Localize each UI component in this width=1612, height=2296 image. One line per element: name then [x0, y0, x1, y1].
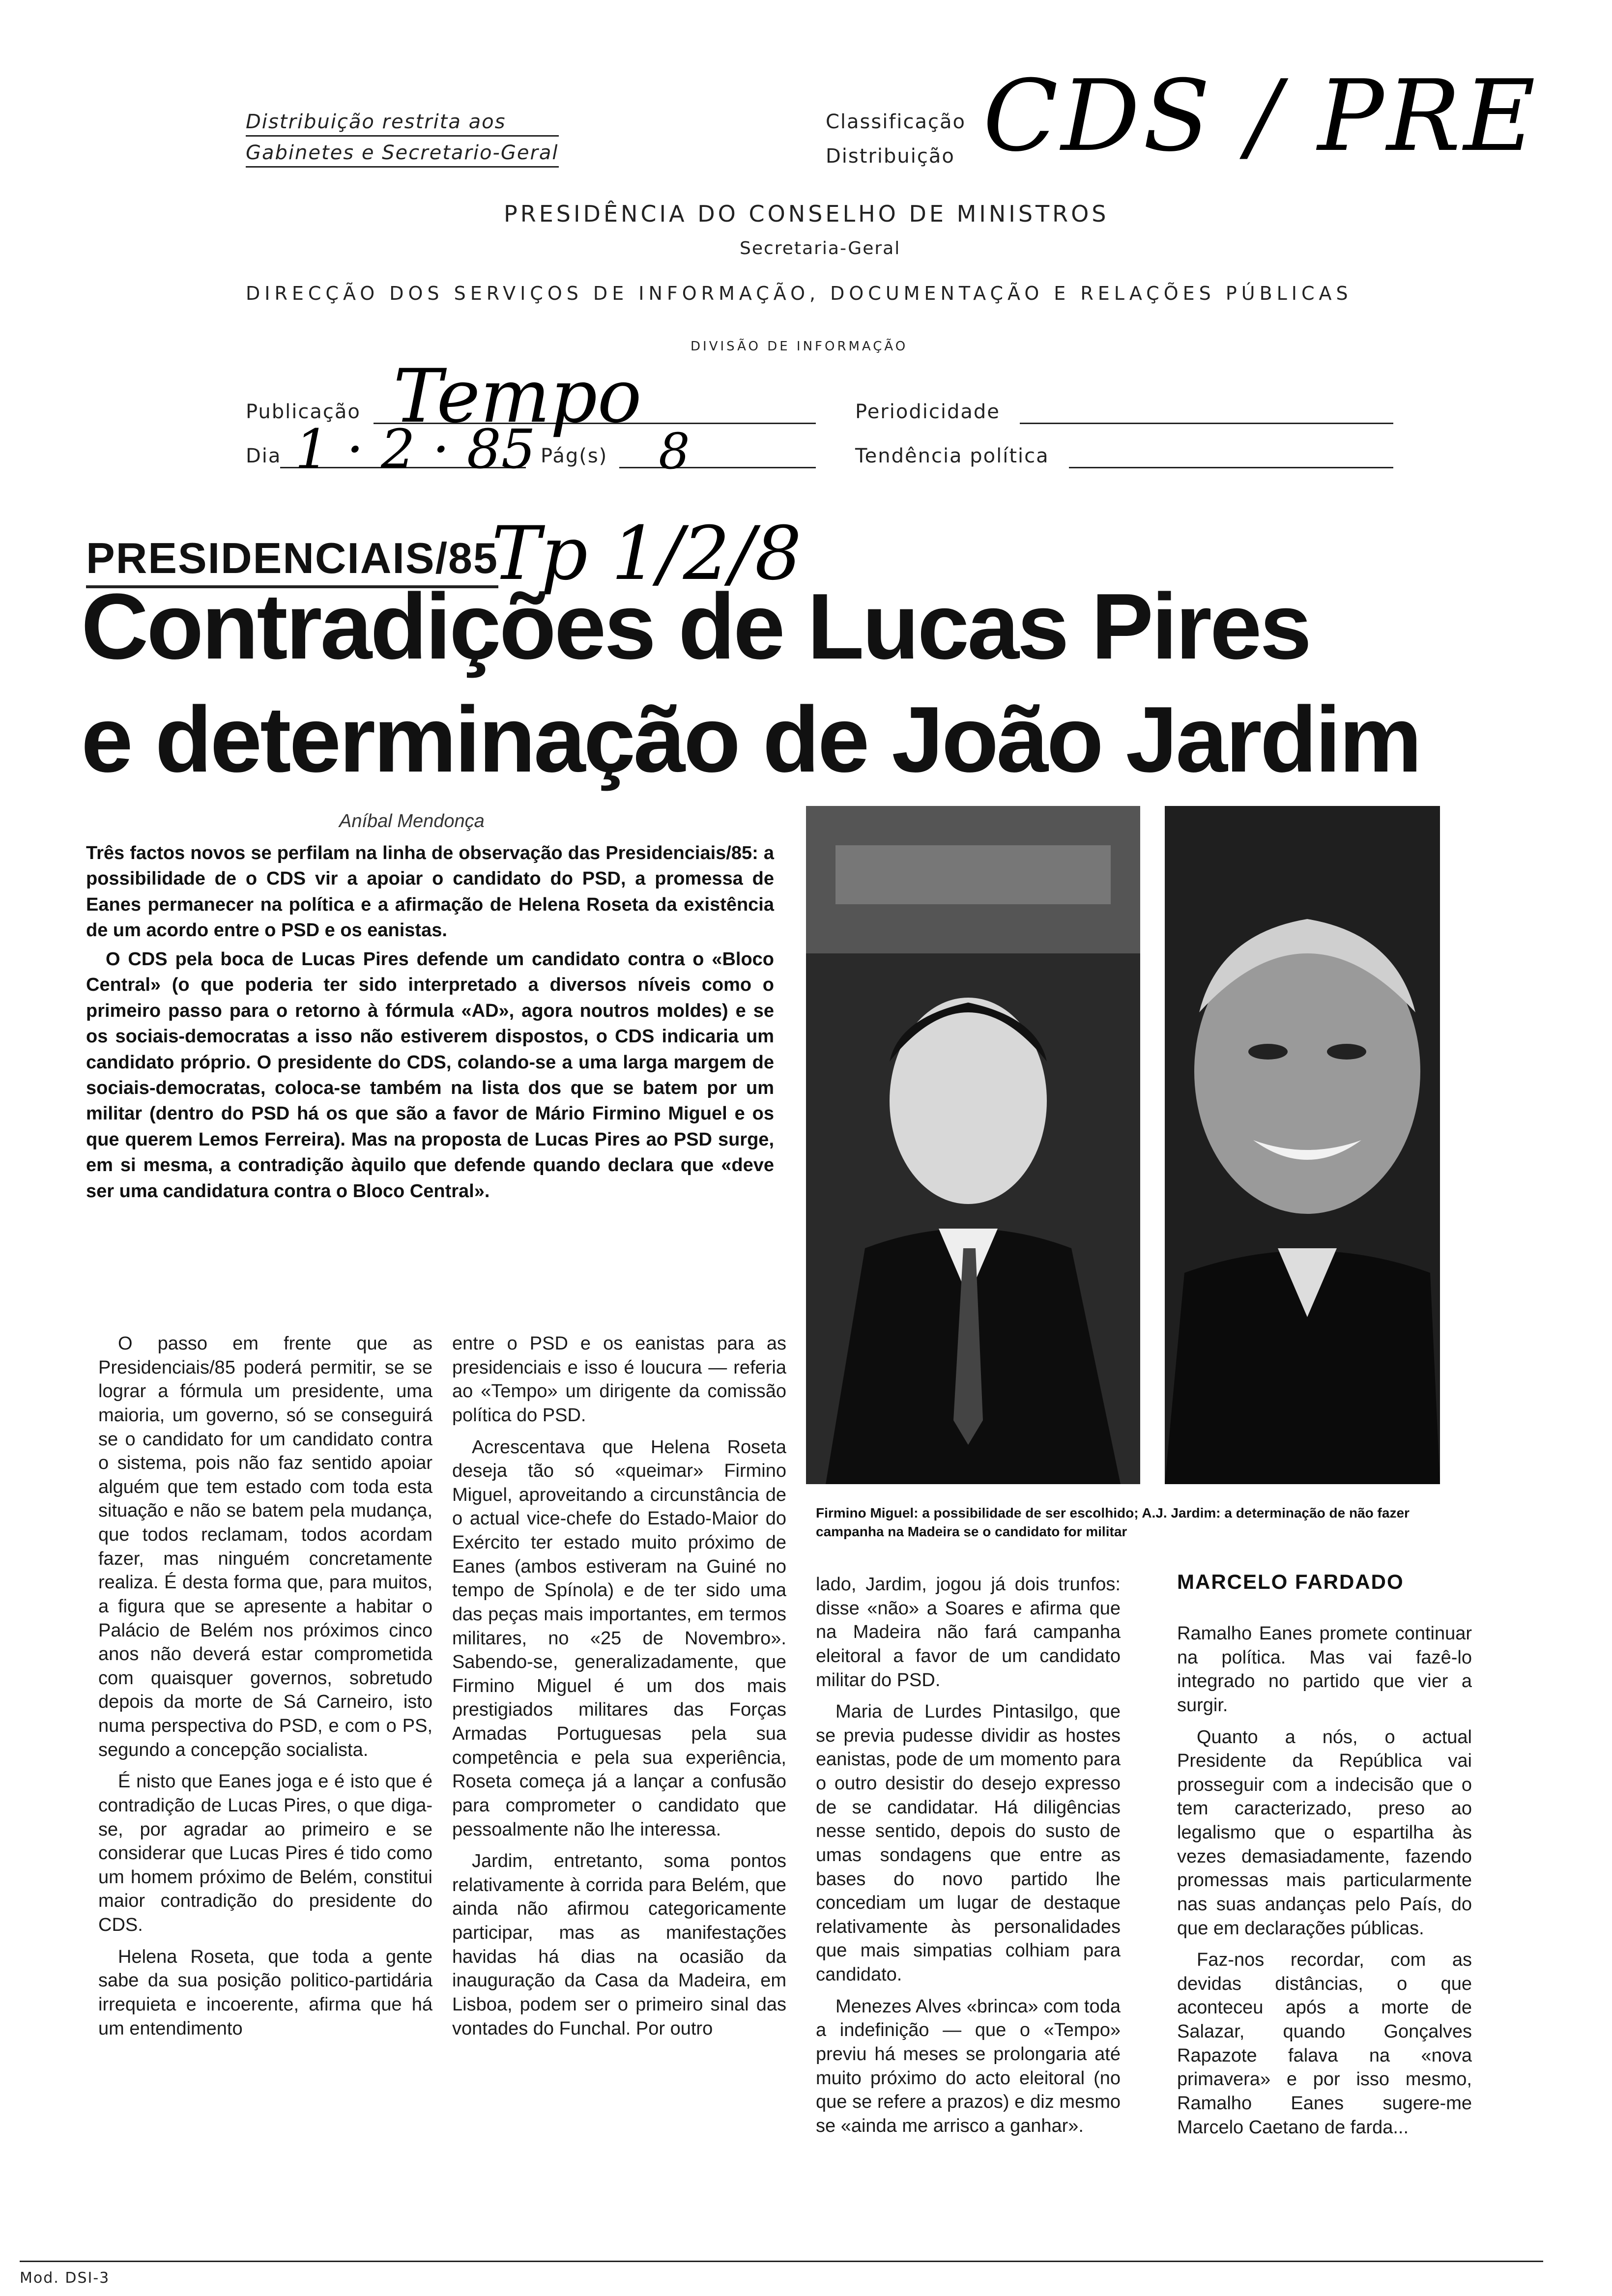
photo-firmino-miguel — [806, 806, 1140, 1484]
photo-caption: Firmino Miguel: a possibilidade de ser escolhido; A.J. Jardim: a determinação de não fazer campanha na Madeira se o candidato for militar — [816, 1505, 1410, 1539]
headline-line1: Contradições de Lucas Pires — [81, 574, 1310, 679]
headline-line2: e determinação de João Jardim — [81, 688, 1420, 792]
column-2 — [452, 1332, 786, 2048]
column-1 — [98, 1332, 432, 2048]
portrait-firmino-miguel — [806, 806, 1140, 1484]
column-3 — [816, 1573, 1121, 2146]
sub-org: Secretaria-Geral — [740, 238, 901, 258]
lead-paragraph: Três factos novos se perfilam na linha de observação das Presidenciais/85: a possibilidade de o CDS vir a apoiar o candidato do PSD, a promessa de Eanes permanecer na política e a afirmação de Helena Roseta da existência de um acordo entre o PSD e os eanistas. — [86, 843, 774, 941]
col1-paragraph: O passo em frente que as Presidenciais/85 poderá permitir, se se lograr a fórmula um presidente, uma maioria, um governo, só se conseguirá se o candidato for um candidato contra o sistema, pois não faz sentido apoiar alguém que tem estado com toda esta situação e não se batem pela mudança, que todos reclamam, todos acordam fazer, mas ninguém concretamente realiza. É desta forma que, para muitos, a figura que se apresente a habitar o Palácio de Belém nos próximos cinco anos não deverá estar comprometida com quaisquer governos, sobretudo depois da morte de Sá Carneiro, isto numa perspectiva do PSD, e com o PS, segundo a concepção socialista. — [98, 1333, 432, 1760]
lead-paragraph: O CDS pela boca de Lucas Pires defende um candidato contra o «Bloco Central» (o que poderia ter sido interpretado a diversos níveis como o primeiro passo para o retorno à fórmula «AD», agora noutros moldes) e se os sociais-democratas a isso não estiverem dispostos, o CDS indicaria um candidato próprio. O presidente do CDS, colando-se a uma larga margem de sociais-democratas, coloca-se também na lista dos que se batem por um militar (dentro do PSD há os que são a favor de Mário Firmino Miguel e os que querem Lemos Ferreira). Mas na proposta de Lucas Pires ao PSD surge, em si mesma, a contradição àquilo que defende quando declara que «deve ser uma candidatura contra o Bloco Central». — [86, 948, 774, 1202]
pages-field-line — [619, 467, 816, 468]
article-lead — [86, 840, 774, 1207]
col3-paragraph: Menezes Alves «brinca» com toda a indefinição — que o «Tempo» previu há meses se prolongaria até muito próximo do acto eleitoral (no que se refere a prazos) e diz mesmo se «ainda me arrisco a ganhar». — [816, 1996, 1121, 2136]
col2-paragraph: Jardim, entretanto, soma pontos relativamente à corrida para Belém, que ainda não afirmou categoricamente participar, mas as manifestações havidas há dias na ocasião da inauguração da Casa da Madeira, em Lisboa, podem ser o primeiro sinal das vontades do Funchal. Por outro — [452, 1851, 786, 2039]
tendency-field-line — [1069, 467, 1393, 468]
day-label: Dia — [246, 445, 282, 467]
form-model-number: Mod. DSI-3 — [20, 2269, 110, 2287]
col2-paragraph: entre o PSD e os eanistas para as presidenciais e isso é loucura — referia ao «Tempo» um dirigente da comissão política do PSD. — [452, 1333, 786, 1426]
publication-label: Publicação — [246, 401, 361, 423]
col1-paragraph: É nisto que Eanes joga e é isto que é contradição de Lucas Pires, o que diga-se, por agradar ao primeiro e se considerar que Lucas Pires é tido como um homem próximo de Belém, constitui maior contradição do presidente do CDS. — [98, 1771, 432, 1935]
portrait-ajjardim — [1165, 806, 1440, 1484]
author-byline: Aníbal Mendonça — [339, 811, 485, 832]
classification-label: Classificação — [826, 111, 966, 133]
pages-value: 8 — [659, 423, 690, 480]
org-title: PRESIDÊNCIA DO CONSELHO DE MINISTROS — [504, 201, 1109, 227]
periodicity-field-line — [1020, 423, 1393, 424]
division: DIVISÃO DE INFORMAÇÃO — [691, 339, 908, 354]
bottom-rule — [20, 2261, 1543, 2262]
col2-paragraph: Acrescentava que Helena Roseta deseja tão só «queimar» Firmino Miguel, aproveitando a circunstância de o actual vice-chefe do Estado-Maior do Exército ter estado muito próximo de Eanes (ambos estiveram na Guiné no tempo de Spínola) e de ter sido uma das peças mais importantes, em termos militares, no «25 de Novembro». Sabendo-se, generalizadamente, que Firmino Miguel é um dos mais prestigiados militares das Forças Armadas Portuguesas pela sua competência e pela sua experiência, Roseta começa já a lançar a confusão para comprometer o candidato que pessoalmente não lhe interessa. — [452, 1436, 786, 1840]
directorate: DIRECÇÃO DOS SERVIÇOS DE INFORMAÇÃO, DOCUMENTAÇÃO E RELAÇÕES PÚBLICAS — [246, 283, 1353, 304]
col1-paragraph: Helena Roseta, que toda a gente sabe da sua posição politico-partidária irrequieta e incoerente, afirma que há um entendimento — [98, 1946, 432, 2039]
day-value: 1 · 2 · 85 — [295, 418, 536, 481]
col4-paragraph: Ramalho Eanes promete continuar na política. Mas vai fazê-lo integrado no partido que vier a surgir. — [1177, 1623, 1472, 1716]
handwritten-classification: CDS / PRE — [983, 59, 1539, 173]
pages-label: Pág(s) — [541, 445, 608, 467]
column-4 — [1177, 1622, 1472, 2147]
distribution-line2: Gabinetes e Secretario-Geral — [246, 142, 559, 168]
distribution-line1: Distribuição restrita aos — [246, 111, 559, 137]
col4-paragraph: Faz-nos recordar, com as devidas distâncias, o que aconteceu após a morte de Salazar, quando Gonçalves Rapazote falava na «nova primavera» e por isso mesmo, Ramalho Eanes sugere-me Marcelo Caetano de farda... — [1177, 1950, 1472, 2138]
article-kicker: PRESIDENCIAIS/85 — [86, 533, 498, 588]
publication-value: Tempo — [393, 354, 642, 439]
handwritten-reference: Tp 1/2/8 — [491, 511, 802, 597]
tendency-label: Tendência política — [855, 445, 1049, 467]
distribution-restriction — [246, 111, 559, 168]
periodicity-label: Periodicidade — [855, 401, 1000, 423]
col4-paragraph: Quanto a nós, o actual Presidente da República vai prosseguir com a indecisão que o tem caracterizado, preso ao legalismo que o espartilha às vezes demasiadamente, fazendo promessas mais particularmente nas suas andanças pelo País, do que em declarações públicas. — [1177, 1726, 1472, 1939]
col3-paragraph: Maria de Lurdes Pintasilgo, que se previa pudesse dividir as hostes eanistas, pode de um momento para o outro desistir do desejo expresso de se candidatar. Há diligências nesse sentido, depois do susto de umas sondagens que entre as bases do novo partido lhe concediam um lugar de destaque relativamente às personalidades que mais simpatias colhiam para candidato. — [816, 1701, 1121, 1985]
photo-ajjardim — [1165, 806, 1440, 1484]
col3-paragraph: lado, Jardim, jogou já dois trunfos: disse «não» a Soares e afirma que na Madeira não fará campanha eleitoral a favor de um candidato militar do PSD. — [816, 1574, 1121, 1691]
distribution-label: Distribuição — [826, 145, 955, 168]
column-4-author: MARCELO FARDADO — [1177, 1570, 1404, 1593]
